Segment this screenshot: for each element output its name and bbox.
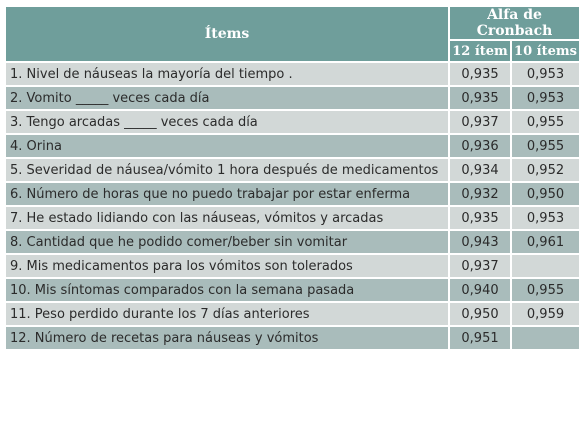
item-text: 11. Peso perdido durante los 7 días anteriores (6, 303, 448, 325)
alpha-12-value: 0,935 (450, 87, 510, 109)
alpha-12-value: 0,940 (450, 279, 510, 301)
alpha-10-value: 0,961 (512, 231, 579, 253)
alpha-10-value: 0,952 (512, 159, 579, 181)
alpha-10-items-header: 10 ítems (512, 41, 579, 61)
table-row (6, 207, 579, 229)
alpha-12-value: 0,950 (450, 303, 510, 325)
table-row (6, 87, 579, 109)
alpha-12-value: 0,937 (450, 255, 510, 277)
table-row (6, 111, 579, 133)
items-column-header: Ítems (6, 7, 448, 61)
item-text: 6. Número de horas que no puedo trabajar por estar enferma (6, 183, 448, 205)
item-text: 10. Mis síntomas comparados con la semana pasada (6, 279, 448, 301)
cronbach-alpha-table (4, 5, 581, 351)
alpha-10-value: 0,955 (512, 279, 579, 301)
alpha-10-value (512, 327, 579, 349)
alpha-12-value: 0,951 (450, 327, 510, 349)
table-row (6, 159, 579, 181)
item-text: 3. Tengo arcadas _____ veces cada día (6, 111, 448, 133)
item-text: 9. Mis medicamentos para los vómitos son tolerados (6, 255, 448, 277)
alpha-12-items-header: 12 ítem (450, 41, 510, 61)
alpha-12-value: 0,932 (450, 183, 510, 205)
item-text: 1. Nivel de náuseas la mayoría del tiempo . (6, 63, 448, 85)
table-row (6, 327, 579, 349)
cronbach-table-container (4, 5, 581, 351)
table-row (6, 183, 579, 205)
item-text: 7. He estado lidiando con las náuseas, vómitos y arcadas (6, 207, 448, 229)
item-text: 8. Cantidad que he podido comer/beber sin vomitar (6, 231, 448, 253)
alpha-12-value: 0,935 (450, 207, 510, 229)
item-text: 5. Severidad de náusea/vómito 1 hora después de medicamentos (6, 159, 448, 181)
table-row (6, 135, 579, 157)
alpha-12-value: 0,934 (450, 159, 510, 181)
alpha-10-value: 0,959 (512, 303, 579, 325)
table-row (6, 255, 579, 277)
alpha-12-value: 0,935 (450, 63, 510, 85)
alpha-10-value: 0,950 (512, 183, 579, 205)
alpha-10-value: 0,955 (512, 111, 579, 133)
table-row (6, 231, 579, 253)
item-text: 2. Vomito _____ veces cada día (6, 87, 448, 109)
alpha-12-value: 0,943 (450, 231, 510, 253)
alpha-10-value: 0,955 (512, 135, 579, 157)
item-text: 12. Número de recetas para náuseas y vómitos (6, 327, 448, 349)
alpha-column-header: Alfa de Cronbach (450, 7, 579, 39)
alpha-10-value: 0,953 (512, 207, 579, 229)
alpha-10-value (512, 255, 579, 277)
alpha-12-value: 0,936 (450, 135, 510, 157)
alpha-10-value: 0,953 (512, 63, 579, 85)
table-row (6, 63, 579, 85)
table-row (6, 279, 579, 301)
alpha-12-value: 0,937 (450, 111, 510, 133)
alpha-10-value: 0,953 (512, 87, 579, 109)
item-text: 4. Orina (6, 135, 448, 157)
table-row (6, 303, 579, 325)
